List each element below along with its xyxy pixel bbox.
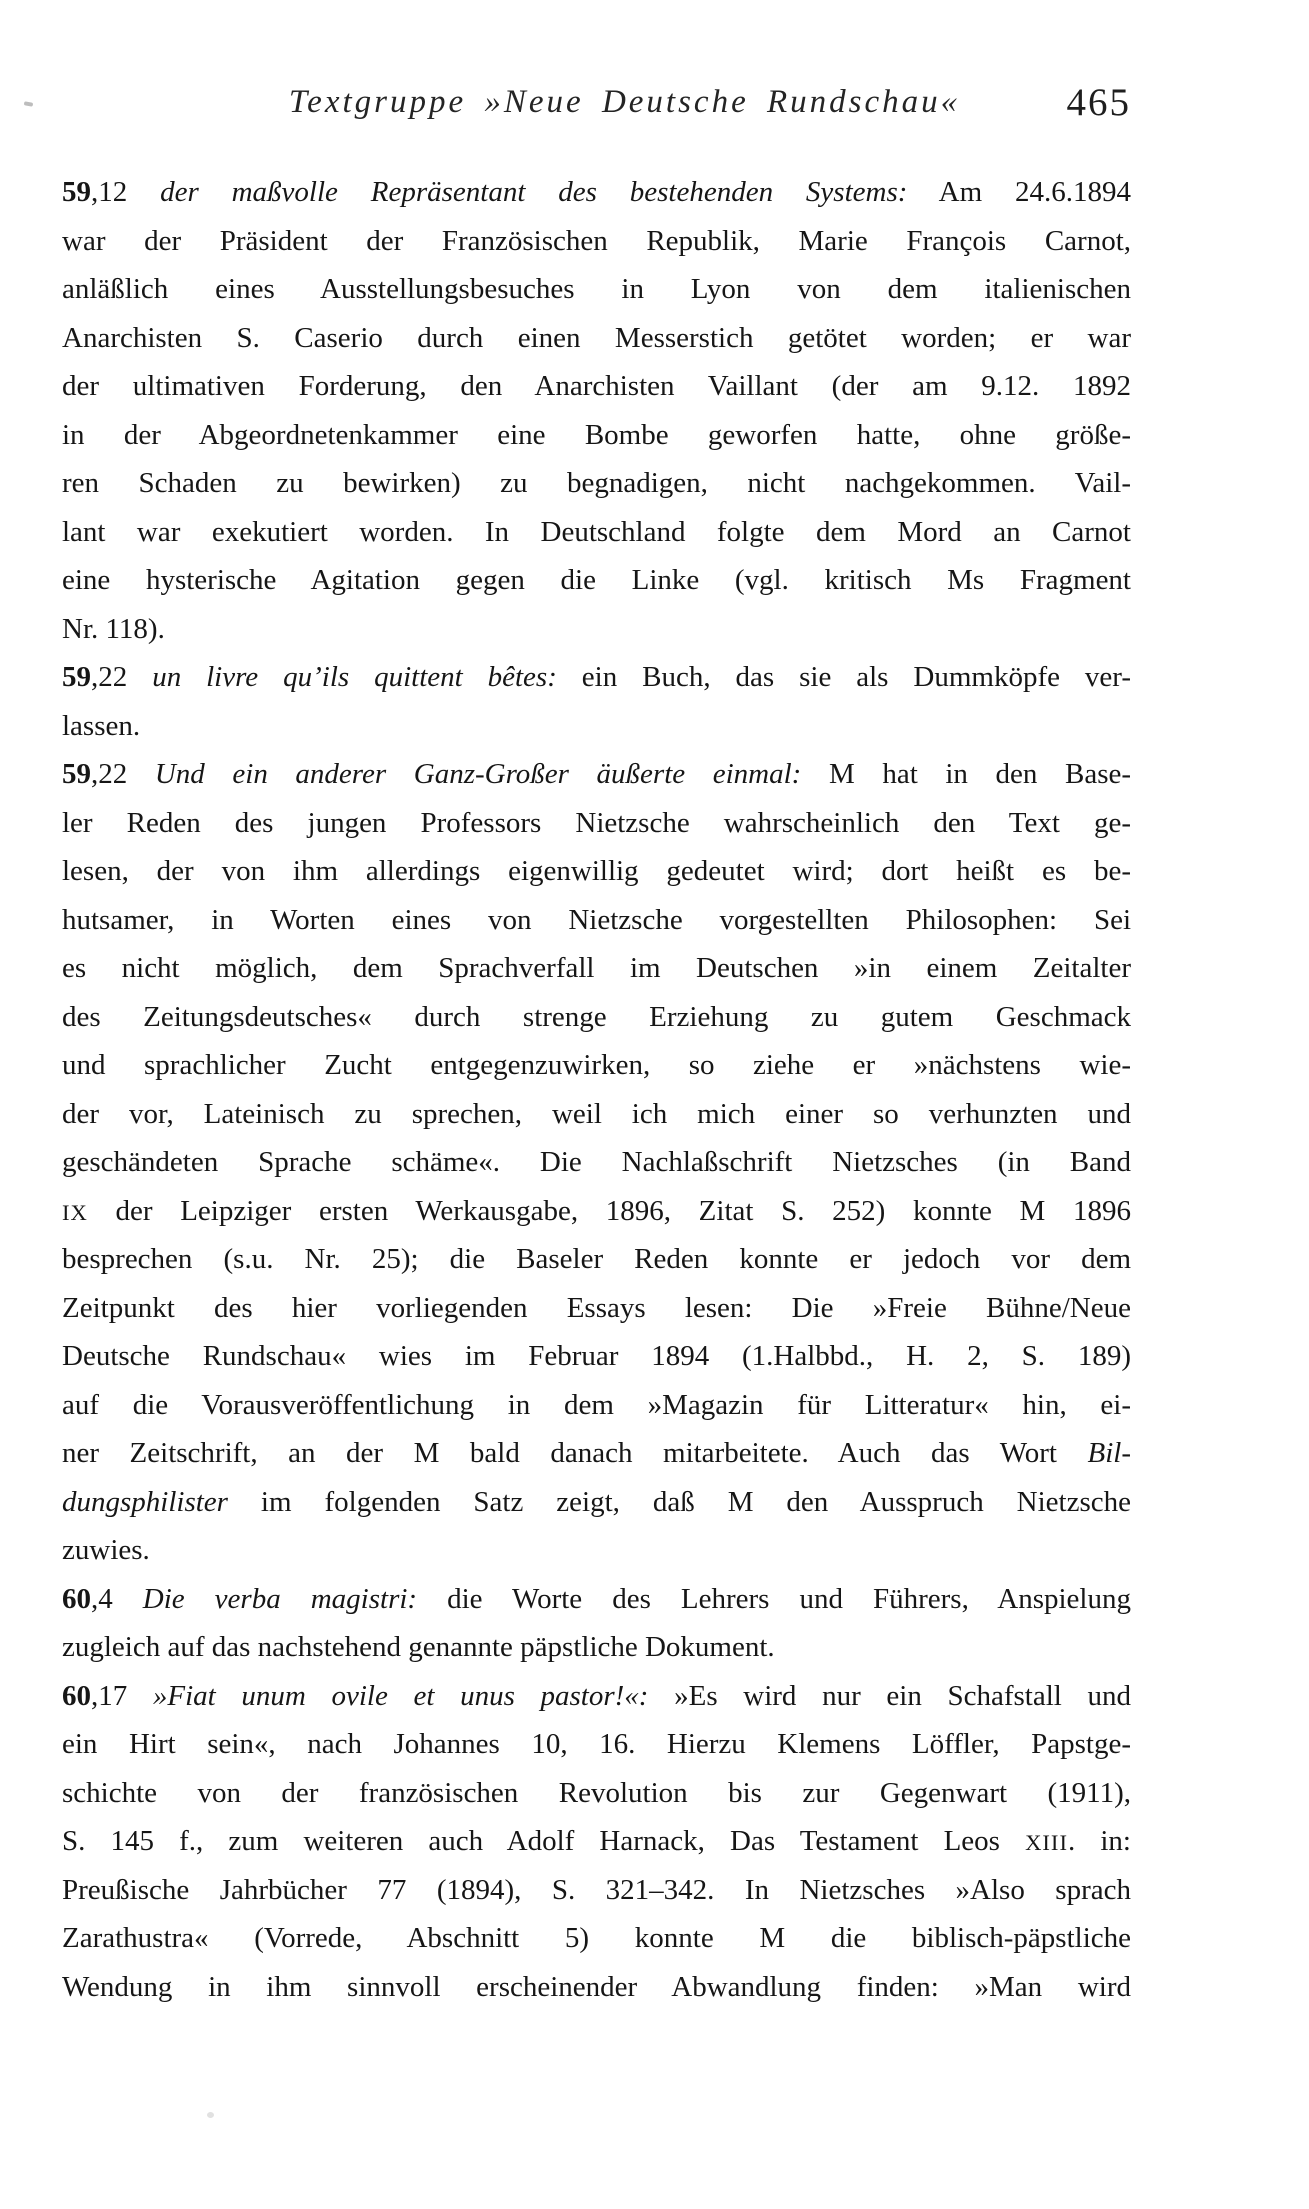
scan-artifact-speck xyxy=(24,101,34,107)
text-segment: lassen. xyxy=(62,709,141,742)
text-line xyxy=(62,605,1131,654)
text-segment: Anarchisten S. Caserio durch einen Messerstich getötet worden; er war xyxy=(62,321,1131,354)
text-segment: lant war exekutiert worden. In Deutschland folgte dem Mord an Carnot xyxy=(62,515,1131,548)
text-segment: anläßlich eines Ausstellungsbesuches in Lyon von dem italienischen xyxy=(62,273,1131,305)
text-segment: der vor, Lateinisch zu sprechen, weil ich mich einer so verhunzten und xyxy=(62,1097,1131,1130)
text-line xyxy=(62,1575,1131,1624)
scan-artifact-speck xyxy=(207,2112,214,2118)
lemma-italic: »Fiat unum ovile et unus pastor!«: xyxy=(152,1679,649,1712)
text-segment: ,22 xyxy=(91,661,153,693)
text-segment: M hat in den Base- xyxy=(801,758,1132,790)
text-line xyxy=(62,1284,1131,1333)
text-line xyxy=(62,1526,1131,1575)
text-line xyxy=(62,1138,1131,1187)
text-segment: Nr. 118). xyxy=(62,612,165,645)
text-segment: ,22 xyxy=(91,758,155,790)
text-line xyxy=(62,1963,1131,2012)
text-line xyxy=(62,1381,1131,1430)
text-segment: Am 24.6.1894 xyxy=(907,176,1132,208)
text-line xyxy=(62,750,1131,799)
text-line xyxy=(62,1769,1131,1818)
text-line xyxy=(62,1914,1131,1963)
text-line xyxy=(62,847,1131,896)
text-segment: im folgenden Satz zeigt, daß M den Ausspruch Nietzsche xyxy=(227,1485,1131,1518)
text-line xyxy=(62,1187,1131,1236)
text-segment: in der Abgeordnetenkammer eine Bombe geworfen hatte, ohne größe- xyxy=(62,418,1131,451)
text-segment: zuwies. xyxy=(62,1534,150,1566)
lemma-italic: un livre qu’ils quittent bêtes: xyxy=(152,661,557,693)
text-segment: der Leipziger ersten Werkausgabe, 1896, Zitat S. 252) konnte M 1896 xyxy=(87,1194,1131,1227)
text-segment: geschändeten Sprache schäme«. Die Nachlaßschrift Nietzsches (in Band xyxy=(62,1146,1131,1178)
text-segment: »Es wird nur ein Schafstall und xyxy=(648,1679,1131,1712)
text-segment: besprechen (s.u. Nr. 25); die Baseler Reden konnte er jedoch vor dem xyxy=(62,1243,1131,1275)
text-line xyxy=(62,362,1131,411)
text-line xyxy=(62,993,1131,1042)
text-line xyxy=(62,556,1131,605)
text-line xyxy=(62,1478,1131,1527)
text-segment: ein Buch, das sie als Dummköpfe ver- xyxy=(556,661,1132,693)
text-line xyxy=(62,1332,1131,1381)
text-line xyxy=(62,1429,1131,1478)
lemma-italic: Bil- xyxy=(1087,1437,1131,1469)
text-line xyxy=(62,265,1131,314)
text-segment: zugleich auf das nachstehend genannte päpstliche Dokument. xyxy=(62,1631,775,1663)
lemma-italic: Und ein anderer Ganz-Großer äußerte einmal: xyxy=(154,758,802,790)
text-segment: ren Schaden zu bewirken) zu begnadigen, nicht nachgekommen. Vail- xyxy=(62,467,1131,499)
page-header xyxy=(62,81,1131,154)
lemma-italic: Die verba magistri: xyxy=(142,1582,418,1615)
text-line xyxy=(62,1672,1131,1721)
lemma-ref: 59 xyxy=(62,176,91,208)
lemma-ref: 59 xyxy=(62,758,91,790)
page-number: 465 xyxy=(1066,81,1131,124)
body-text xyxy=(62,168,1131,2011)
text-line xyxy=(62,508,1131,557)
text-segment: ein Hirt sein«, nach Johannes 10, 16. Hierzu Klemens Löffler, Papstge- xyxy=(62,1728,1131,1760)
lemma-italic: dungsphilister xyxy=(62,1485,228,1518)
text-segment: war der Präsident der Französischen Republik, Marie François Carnot, xyxy=(62,224,1131,257)
text-line xyxy=(62,459,1131,508)
text-segment: es nicht möglich, dem Sprachverfall im Deutschen »in einem Zeitalter xyxy=(62,952,1131,984)
text-line xyxy=(62,314,1131,363)
text-segment: S. 145 f., zum weiteren auch Adolf Harnack, Das Testament Leos xyxy=(62,1825,1026,1857)
text-line xyxy=(62,411,1131,460)
text-segment: . in: xyxy=(1068,1825,1131,1857)
text-segment: Wendung in ihm sinnvoll erscheinender Abwandlung finden: »Man wird xyxy=(62,1970,1131,2003)
text-segment: Preußische Jahrbücher 77 (1894), S. 321–342. In Nietzsches »Also sprach xyxy=(62,1873,1131,1906)
text-line xyxy=(62,1623,1131,1672)
text-line xyxy=(62,1041,1131,1090)
text-line xyxy=(62,702,1131,751)
text-segment: ,4 xyxy=(91,1582,143,1615)
text-line xyxy=(62,217,1131,266)
text-line xyxy=(62,1090,1131,1139)
text-segment: ,12 xyxy=(91,176,161,208)
text-segment: auf die Vorausveröffentlichung in dem »Magazin für Litteratur« hin, ei- xyxy=(62,1388,1131,1421)
text-segment: des Zeitungsdeutsches« durch strenge Erziehung zu gutem Geschmack xyxy=(62,1000,1131,1033)
text-line xyxy=(62,1720,1131,1769)
text-line xyxy=(62,1866,1131,1915)
text-segment: ,17 xyxy=(91,1679,153,1712)
text-segment: die Worte des Lehrers und Führers, Anspielung xyxy=(417,1582,1131,1615)
text-segment: Deutsche Rundschau« wies im Februar 1894 (1.Halbbd., H. 2, S. 189) xyxy=(62,1340,1131,1372)
text-segment: ner Zeitschrift, an der M bald danach mitarbeitete. Auch das Wort xyxy=(62,1437,1088,1469)
running-title: Textgruppe »Neue Deutsche Rundschau« xyxy=(288,84,961,120)
text-line xyxy=(62,896,1131,945)
smallcaps-text: IX xyxy=(62,1199,88,1225)
smallcaps-text: XIII xyxy=(1025,1830,1068,1855)
text-segment: schichte von der französischen Revolution bis zur Gegenwart (1911), xyxy=(62,1776,1131,1809)
lemma-ref: 60 xyxy=(62,1679,91,1712)
text-segment: hutsamer, in Worten eines von Nietzsche vorgestellten Philosophen: Sei xyxy=(62,903,1131,936)
text-line xyxy=(62,944,1131,993)
text-line xyxy=(62,1817,1131,1866)
text-segment: der ultimativen Forderung, den Anarchisten Vaillant (der am 9.12. 1892 xyxy=(62,370,1131,402)
text-line xyxy=(62,653,1131,702)
text-line xyxy=(62,799,1131,848)
lemma-italic: der maßvolle Repräsentant des bestehenden Systems: xyxy=(160,176,908,208)
text-line xyxy=(62,168,1131,217)
text-segment: ler Reden des jungen Professors Nietzsche wahrscheinlich den Text ge- xyxy=(62,806,1131,839)
lemma-ref: 59 xyxy=(62,661,91,693)
text-line xyxy=(62,1235,1131,1284)
text-segment: lesen, der von ihm allerdings eigenwillig gedeutet wird; dort heißt es be- xyxy=(62,855,1131,887)
text-segment: Zarathustra« (Vorrede, Abschnitt 5) konnte M die biblisch-päpstliche xyxy=(62,1922,1131,1954)
text-segment: Zeitpunkt des hier vorliegenden Essays lesen: Die »Freie Bühne/Neue xyxy=(62,1291,1131,1324)
text-segment: eine hysterische Agitation gegen die Linke (vgl. kritisch Ms Fragment xyxy=(62,564,1131,596)
text-segment: und sprachlicher Zucht entgegenzuwirken, so ziehe er »nächstens wie- xyxy=(62,1049,1131,1081)
lemma-ref: 60 xyxy=(62,1582,91,1615)
